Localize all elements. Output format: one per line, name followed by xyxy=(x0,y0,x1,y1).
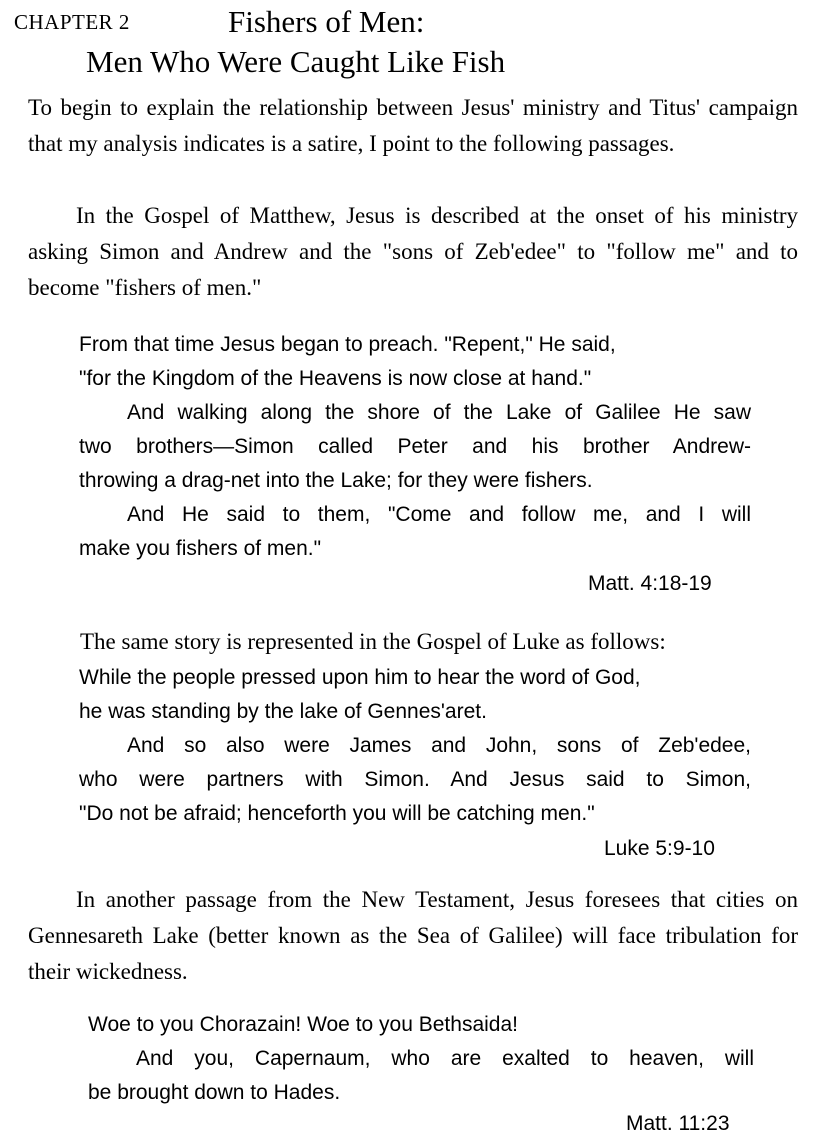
chapter-label: CHAPTER 2 xyxy=(14,10,130,34)
quote-line: be brought down to Hades. xyxy=(88,1081,341,1104)
quote-line: "for the Kingdom of the Heavens is now close at hand." xyxy=(79,367,592,390)
luke-intro-line: The same story is represented in the Gospel of Luke as follows: xyxy=(80,629,666,654)
quote-line: And you, Capernaum, who are exalted to heaven, will xyxy=(136,1047,754,1070)
block-quote-woe xyxy=(88,1008,754,1110)
body-paragraph-matthew: In the Gospel of Matthew, Jesus is described at the onset of his ministry asking Simon and Andrew and the "sons of Zeb'edee" to "follow me" and to become "fishers of men." xyxy=(28,203,798,300)
citation-matt-11: Matt. 11:23 xyxy=(626,1112,730,1135)
quote-line: make you fishers of men." xyxy=(79,537,322,560)
quote-line: From that time Jesus began to preach. "Repent," He said, xyxy=(79,333,616,356)
quote-line: And so also were James and John, sons of Zeb'edee, xyxy=(127,734,751,757)
block-quote-matthew xyxy=(79,328,751,566)
quote-line: And walking along the shore of the Lake of Galilee He saw xyxy=(127,401,751,424)
quote-line: "Do not be afraid; henceforth you will be catching men." xyxy=(79,802,595,825)
quote-line: And He said to them, "Come and follow me, and I will xyxy=(127,503,751,526)
quote-line: two brothers—Simon called Peter and his brother Andrew- xyxy=(79,435,751,458)
block-quote-luke xyxy=(79,661,751,831)
quote-line: who were partners with Simon. And Jesus said to Simon, xyxy=(79,768,751,791)
citation-luke-5: Luke 5:9-10 xyxy=(604,837,715,860)
chapter-title-line-1: Fishers of Men: xyxy=(228,4,425,39)
quote-line: he was standing by the lake of Gennes'aret. xyxy=(79,700,487,723)
chapter-title-line-2: Men Who Were Caught Like Fish xyxy=(86,44,506,79)
quote-line: Woe to you Chorazain! Woe to you Bethsaida! xyxy=(88,1013,518,1036)
quote-line: throwing a drag-net into the Lake; for they were fishers. xyxy=(79,469,593,492)
body-paragraph-intro: To begin to explain the relationship between Jesus' ministry and Titus' campaign that my analysis indicates is a satire, I point to the following passages. xyxy=(28,95,798,156)
quote-line: While the people pressed upon him to hear the word of God, xyxy=(79,666,641,689)
citation-matt-4: Matt. 4:18-19 xyxy=(588,572,712,595)
body-paragraph-gennesareth: In another passage from the New Testament, Jesus foresees that cities on Gennesareth Lake (better known as the Sea of Galilee) will face tribulation for their wickedness. xyxy=(28,887,798,984)
